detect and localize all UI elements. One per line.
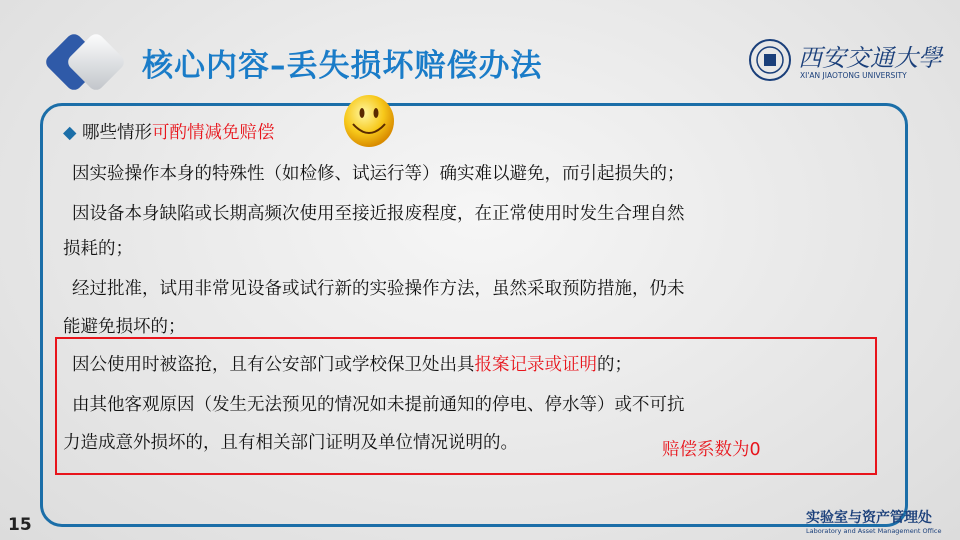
university-seal-icon — [748, 38, 792, 82]
university-name-en: XI'AN JIAOTONG UNIVERSITY — [800, 71, 907, 80]
boxed-highlight: 报案记录或证明 — [474, 355, 597, 375]
item-text: 因实验操作本身的特殊性（如检修、试运行等）确实难以避免，而引起损失的； — [72, 164, 685, 184]
item-text: 经过批准，试用非常见设备或试行新的实验操作方法，虽然采取预防措施，仍未 — [72, 279, 685, 299]
university-name-cn: 西安交通大學 — [798, 44, 942, 72]
item-text: 因设备本身缺陷或长期高频次使用至接近报废程度，在正常使用时发生合理自然 — [72, 204, 685, 224]
boxed-text: 的； — [597, 355, 632, 375]
boxed-line-1 — [72, 351, 632, 376]
slide-title: 核心内容–丢失损坏赔偿办法 — [142, 48, 543, 84]
heading-prefix: 哪些情形 — [82, 123, 153, 143]
diamond-bullet-icon: ◆ — [63, 123, 77, 143]
heading-highlight: 可酌情减免赔偿 — [152, 123, 275, 143]
compensation-note: 赔偿系数为0 — [662, 440, 761, 460]
smiley-icon — [343, 94, 395, 148]
footer-office-en: Laboratory and Asset Management Office — [806, 527, 942, 535]
boxed-line-3: 力造成意外损坏的，且有相关部门证明及单位情况说明的。 — [63, 433, 518, 453]
boxed-line-2: 由其他客观原因（发生无法预见的情况如未提前通知的停电、停水等）或不可抗 — [72, 395, 685, 415]
item-text: 能避免损坏的； — [63, 317, 186, 337]
university-logo — [748, 38, 943, 82]
heading — [63, 119, 275, 144]
page-number: 15 — [8, 515, 32, 535]
boxed-text: 因公使用时被盗抢，且有公安部门或学校保卫处出具 — [72, 355, 475, 375]
footer-office-cn: 实验室与资产管理处 — [806, 510, 932, 526]
item-text: 损耗的； — [63, 239, 133, 259]
